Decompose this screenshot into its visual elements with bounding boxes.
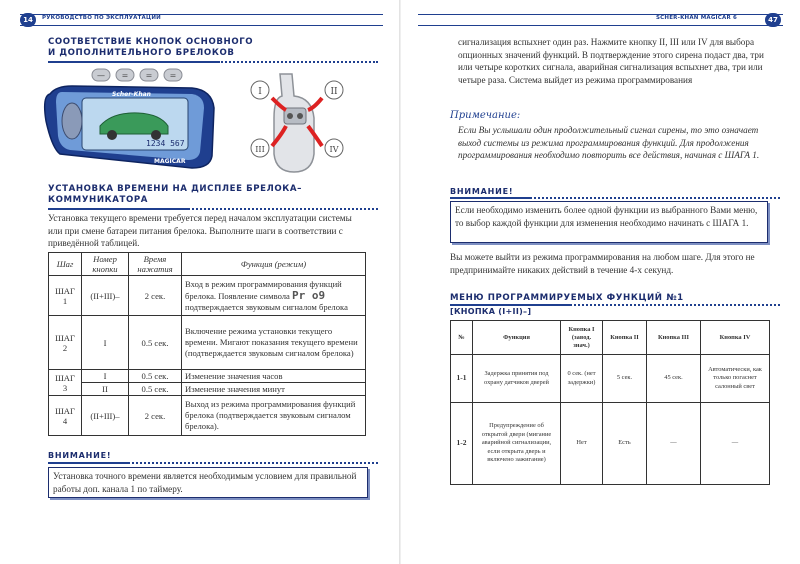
left-warning-box: Установка точного времени является необходимым условием для правильной работы доп. канала 1 по таймеру. [48, 467, 368, 498]
time-cell: 2 сек. [129, 396, 182, 436]
function-cell: Включение режима установки текущего времени. Мигают показания текущего времени (подтверждается звуковым сигналом брелока) [182, 316, 366, 370]
th-button-3: Кнопка III [647, 321, 701, 355]
num-cell: 1-1 [451, 355, 473, 403]
right-running-head: SCHER-KHAN MAGICAR 6 [656, 15, 738, 21]
button3-cell: — [647, 403, 701, 485]
right-page-number: 47 [765, 13, 781, 27]
prog-symbol: Pr o9 [292, 288, 326, 302]
equiv-symbol-4: = [169, 71, 177, 80]
function-cell: Изменение значения минут [182, 383, 366, 396]
th-button-2: Кнопка II [603, 321, 647, 355]
fob-label-I: I [258, 87, 262, 97]
function-text-tail: подтверждается звуковым сигналом брелока [185, 301, 348, 312]
table-row [49, 316, 366, 370]
right-top-paragraph: сигнализация вспыхнет один раз. Нажмите кнопку II, III или IV для выбора опционных значений функций. В подтверждение этого сирена подаст два, три или четыре коротких сигнала, аварийная сигнализация вспыхнет два, три или четыре раза. Система выйдет из режима программирования [458, 37, 764, 85]
right-warning-title: ВНИМАНИЕ! [450, 187, 514, 196]
button2-cell: 5 сек. [603, 355, 647, 403]
time-setup-table [48, 252, 366, 436]
left-warning-title: ВНИМАНИЕ! [48, 451, 112, 460]
button3-cell: 45 сек. [647, 355, 701, 403]
button-cell: (II+III)– [82, 276, 129, 316]
button1-cell: 0 сек. (нет задержки) [561, 355, 603, 403]
button4-cell: Автоматически, как только погаснет салонный свет [701, 355, 770, 403]
equivalence-buttons [92, 69, 182, 81]
th-button: Номер кнопки [82, 253, 129, 276]
button4-cell: — [701, 403, 770, 485]
num-cell: 1-2 [451, 403, 473, 485]
right-warning-box: Если необходимо изменить более одной функции из выбранного Вами меню, то выбор каждой функции для изменения необходимо начинать с ШАГА 1. [450, 201, 768, 243]
table-row [49, 276, 366, 316]
function-cell [182, 276, 366, 316]
step-cell: ШАГ 2 [49, 316, 82, 370]
remote-model: MAGICAR [154, 158, 186, 165]
left-warning-dotted-rule [128, 462, 378, 464]
section2-rule [48, 208, 188, 210]
function-text: Вход в режим программирования функций брелока. Появление символа [185, 278, 342, 301]
equiv-symbol-1: — [97, 71, 105, 80]
equiv-symbol-3: = [145, 71, 153, 80]
note-text: Если Вы услышали один продолжительный сигнал сирены, то это означает выход системы из режима программирования функций. Для продолжения программирования необходимо повторить все действия, начиная с ШАГА 1. [458, 125, 760, 161]
time-cell: 0.5 сек. [129, 316, 182, 370]
button-cell: I [82, 316, 129, 370]
fob-label-II: II [330, 87, 338, 97]
section1-title-line2: И ДОПОЛНИТЕЛЬНОГО БРЕЛОКОВ [48, 48, 235, 58]
time-cell: 2 сек. [129, 276, 182, 316]
section1-dotted-rule [218, 61, 378, 63]
th-button-1: Кнопка I (завод. знач.) [561, 321, 603, 355]
section2-intro: Установка текущего времени требуется перед началом эксплуатации системы или при смене батареи питания брелока. Выполните шаги в соответствии с приведённой таблицей. [48, 213, 352, 249]
step-cell: ШАГ 4 [49, 396, 82, 436]
page-fold [399, 0, 401, 564]
remote-screen-digits: 1234 567 [146, 139, 185, 148]
th-function: Функция [473, 321, 561, 355]
section2-dotted-rule [188, 208, 378, 210]
exit-paragraph: Вы можете выйти из режима программирования на любом шаге. Для этого не предпринимайте никаких действий в течение 4-х секунд. [450, 252, 755, 275]
time-cell: 0.5 сек. [129, 383, 182, 396]
function-cell: Задержка принятия под охрану датчиков дверей [473, 355, 561, 403]
section1-rule [48, 61, 218, 63]
table-row [49, 396, 366, 436]
th-time: Время нажатия [129, 253, 182, 276]
step-cell: ШАГ 3 [49, 370, 82, 396]
functions-table [450, 320, 770, 485]
section1-title-line1: СООТВЕТСТВИЕ КНОПОК ОСНОВНОГО [48, 37, 254, 47]
equiv-symbol-2: = [121, 71, 129, 80]
th-button-4: Кнопка IV [701, 321, 770, 355]
fob-label-IV: IV [329, 145, 339, 154]
table-row [49, 383, 366, 396]
button1-cell: Нет [561, 403, 603, 485]
button-cell: II [82, 383, 129, 396]
function-cell: Выход из режима программирования функций брелока (подтверждается звуковым сигналом брелока). [182, 396, 366, 436]
function-cell: Изменение значения часов [182, 370, 366, 383]
th-step: Шаг [49, 253, 82, 276]
table-row [451, 403, 770, 485]
right-warning-dotted-rule [530, 197, 780, 199]
fob-label-III: III [255, 145, 265, 154]
left-running-head: РУКОВОДСТВО ПО ЭКСПЛУАТАЦИИ [42, 15, 161, 21]
section2-title-line2: КОММУНИКАТОРА [48, 195, 149, 205]
button2-cell: Есть [603, 403, 647, 485]
secondary-fob-image [242, 68, 362, 176]
section2-title-line1: УСТАНОВКА ВРЕМЕНИ НА ДИСПЛЕЕ БРЕЛОКА– [48, 184, 303, 194]
left-page-number: 14 [20, 13, 36, 27]
menu-subtitle: [КНОПКА (I+II)–] [450, 307, 532, 316]
menu-title: МЕНЮ ПРОГРАММИРУЕМЫХ ФУНКЦИЙ №1 [450, 293, 684, 303]
button-cell: I [82, 370, 129, 383]
th-function: Функция (режим) [182, 253, 366, 276]
main-remote-image [42, 66, 242, 174]
left-warning-rule [48, 462, 128, 464]
th-num: № [451, 321, 473, 355]
table-row [451, 355, 770, 403]
time-cell: 0.5 сек. [129, 370, 182, 383]
note-title: Примечание: [450, 110, 521, 121]
remote-brand: Scher-Khan [112, 91, 151, 98]
step-cell: ШАГ 1 [49, 276, 82, 316]
button-cell: (II+III)– [82, 396, 129, 436]
function-cell: Предупреждение об открытой двери (мигание аварийной сигнализации, если открыта дверь и включено зажигание) [473, 403, 561, 485]
menu-dotted-rule [570, 304, 780, 306]
right-warning-rule [450, 197, 530, 199]
table-row [49, 370, 366, 383]
